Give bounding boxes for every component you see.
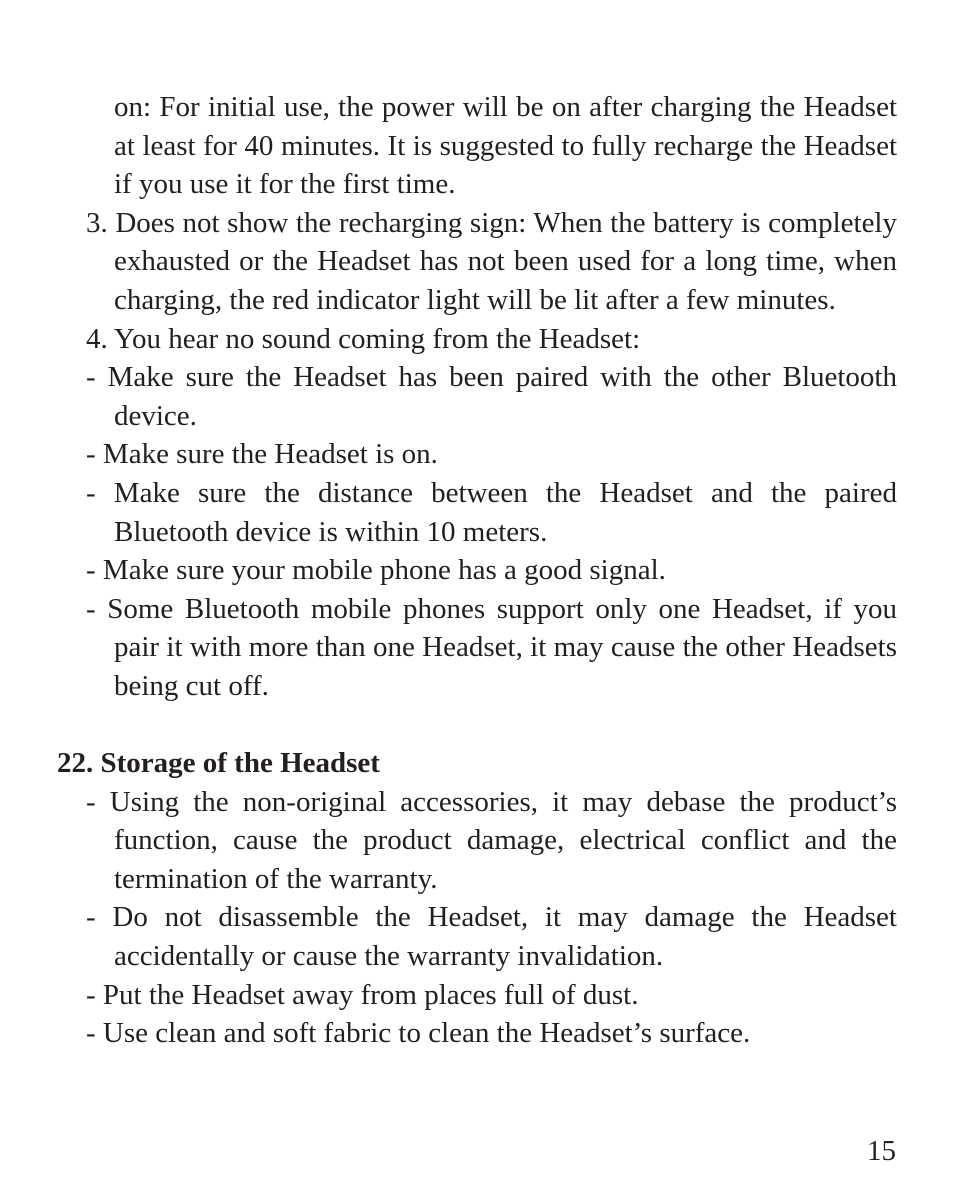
page-content: [57, 88, 897, 1053]
storage-bullet-dust: - Put the Headset away from places full of dust.: [86, 978, 639, 1011]
no-sound-bullet-paired: - Make sure the Headset has been paired with the other Bluetooth device.: [86, 361, 897, 432]
section-heading-storage: 22. Storage of the Headset: [57, 747, 380, 780]
storage-bullet-disassemble: - Do not disassemble the Headset, it may damage the Headset accidentally or cause the warranty invalidation.: [86, 901, 897, 973]
troubleshooting-item-3: 3. Does not show the recharging sign: When the battery is completely exhausted or the Headset has not been used for a long time, when charging, the red indicator light will be lit after a few minutes.: [86, 206, 897, 316]
page-number: 15: [867, 1135, 896, 1167]
no-sound-bullet-signal: - Make sure your mobile phone has a good signal.: [86, 554, 666, 587]
no-sound-bullet-single-headset: - Some Bluetooth mobile phones support only one Headset, if you pair it with more than one Headset, it may cause the other Headsets being cut off.: [86, 592, 897, 702]
troubleshooting-item-4: 4. You hear no sound coming from the Headset:: [86, 322, 641, 355]
storage-bullet-clean: - Use clean and soft fabric to clean the Headset’s surface.: [86, 1017, 751, 1050]
storage-bullet-accessories: - Using the non-original accessories, it may debase the product’s function, cause the product damage, electrical conflict and the termination of the warranty.: [86, 785, 897, 895]
continued-paragraph: on: For initial use, the power will be on after charging the Headset at least for 40 minutes. It is suggested to fully recharge the Headset if you use it for the first time.: [114, 91, 897, 201]
no-sound-bullet-on: - Make sure the Headset is on.: [86, 438, 438, 471]
no-sound-bullet-distance: - Make sure the distance between the Headset and the paired Bluetooth device is within 10 meters.: [86, 476, 897, 548]
